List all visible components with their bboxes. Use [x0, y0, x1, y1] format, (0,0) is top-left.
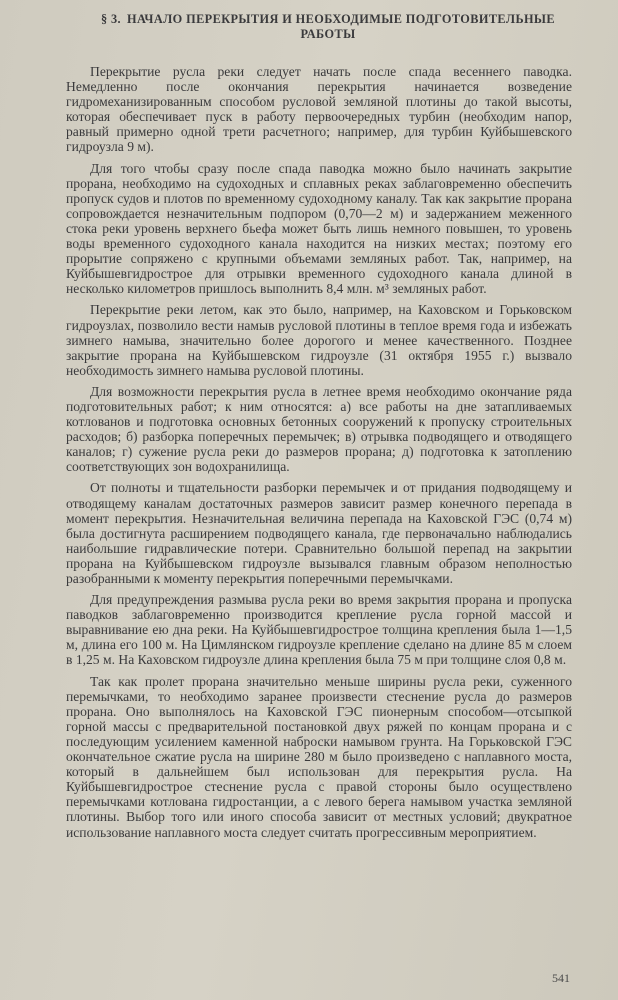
paragraph: Для того чтобы сразу после спада паводка можно было начинать закрытие прорана, необходимо на судоходных и сплавных реках заблаговременно обеспечить пропуск судов и плотов по временному судоходному каналу. Так как закрытие прорана сопровождается незначительным подпором (0,70—2 м) и задержанием меженного стока реки уровень верхнего бьефа может быть лишь немного повышен, то уровень воды временного судоходного канала находится на низких местах; поэтому его прорытие сопряжено с крупными объемами земляных работ. Так, например, на Куйбышевгидрострое для отрывки временного судоходного канала длиной в несколько километров пришлось выполнить 8,4 млн. м³ земляных работ. — [66, 160, 572, 297]
paragraph: Так как пролет прорана значительно меньше ширины русла реки, суженного перемычками, то необходимо заранее произвести стеснение русла до размеров прорана. Оно выполнялось на Каховской ГЭС пионерным способом—отсыпкой горной массы с предварительной постановкой двух ряжей по концам прорана и с последующим усилением каменной наброски намывом грунта. На Горьковской ГЭС окончательное сжатие русла на ширине 280 м было произведено с наплавного моста, который в дальнейшем был использован для перекрытия русла. На Куйбышевгидрострое стеснение русла с правой стороны было осуществлено перемычками котлована гидростанции, а с левого берега намывом участка земляной плотины. Выбор того или иного способа зависит от местных условий; двукратное использование наплавного моста следует считать прогрессивным мероприятием. — [66, 673, 572, 840]
paragraph: Перекрытие реки летом, как это было, например, на Каховском и Горьковском гидроузлах, позволило вести намыв русловой плотины в теплое время года и избежать зимнего намыва, значительно более дорогого и менее качественного. Позднее закрытие прорана на Куйбышевском гидроузле (31 октября 1955 г.) вызвало необходимость зимнего намыва русловой плотины. — [66, 302, 572, 378]
section-heading — [66, 12, 572, 42]
paragraph: Для возможности перекрытия русла в летнее время необходимо окончание ряда подготовительных работ; к ним относятся: а) все работы на дне затапливаемых котлованов и подготовка основных бетонных сооружений к пропуску строительных расходов; б) разборка поперечных перемычек; в) отрывка подводящего и отводящего каналов; г) сужение русла реки до размеров прорана; д) подготовка к затоплению соответствующих зон водохранилища. — [66, 383, 572, 475]
paragraph: Перекрытие русла реки следует начать после спада весеннего паводка. Немедленно после окончания перекрытия начинается возведение гидромеханизированным способом русловой земляной плотины до такой высоты, которая обеспечивает пуск в работу первоочередных турбин (необходим напор, равный примерно одной трети расчетного; например, для турбин Куйбышевского гидроузла 9 м). — [66, 64, 572, 155]
page-number: 541 — [552, 971, 570, 985]
paragraph: От полноты и тщательности разборки перемычек и от придания подводящему и отводящему каналам достаточных размеров зависит размер конечного перепада в момент перекрытия. Незначительная величина перепада на Каховской ГЭС (0,74 м) была достигнута расширением подводящего канала, где первоначально наблюдались наибольшие гидравлические потери. Сравнительно большой перепад на закрытии прорана на Куйбышевском гидроузле вызывался главным образом неполностью разобранными к моменту перекрытия поперечными перемычками. — [66, 480, 572, 586]
body-text — [66, 64, 572, 840]
paragraph: Для предупреждения размыва русла реки во время закрытия прорана и пропуска паводков заблаговременно производится крепление русла горной массой и выравнивание ею дна реки. На Куйбышевгидрострое толщина крепления была 1—1,5 м, длина его 100 м. На Цимлянском гидроузле крепление сделано на длине 85 м слоем в 1,25 м. На Каховском гидроузле длина крепления была 75 м при толщине слоя 0,8 м. — [66, 592, 572, 668]
section-number: § 3. — [100, 12, 122, 26]
section-title: НАЧАЛО ПЕРЕКРЫТИЯ И НЕОБХОДИМЫЕ ПОДГОТОВИТЕЛЬНЫЕ РАБОТЫ — [127, 12, 556, 41]
